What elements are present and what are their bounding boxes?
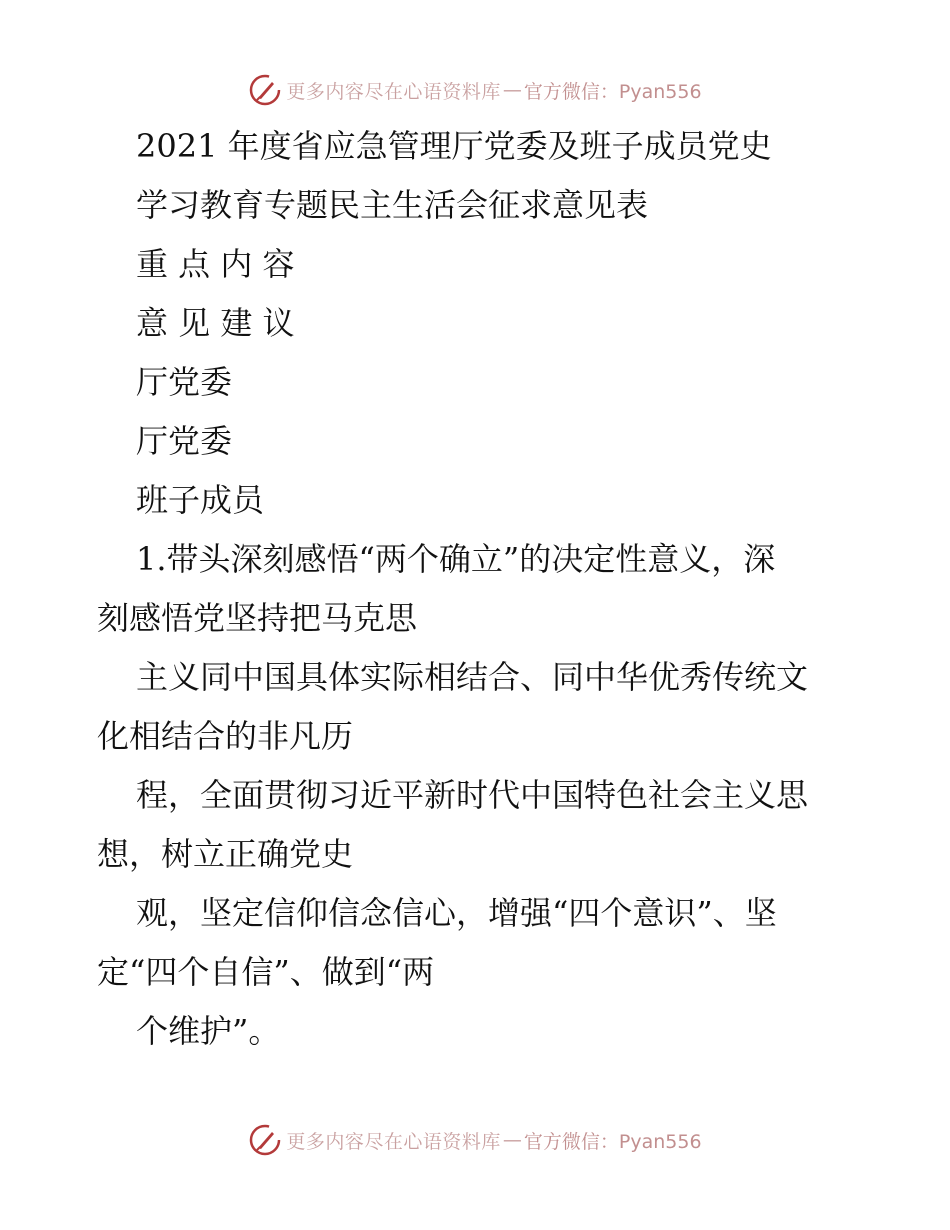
watermark-separator: — [502, 1129, 522, 1151]
body-line: 想，树立正确党史 [97, 835, 354, 873]
watermark-header [0, 70, 950, 110]
row-label-party-committee-1: 厅党委 [136, 363, 233, 401]
watermark-contact: 官方微信：Pyan556 [523, 1130, 702, 1153]
watermark-footer [0, 1120, 950, 1160]
body-line: 主义同中国具体实际相结合、同中华优秀传统文 [136, 658, 809, 696]
body-line: 1.带头深刻感悟“两个确立”的决定性意义，深 [136, 540, 776, 578]
watermark-separator: — [502, 79, 522, 101]
header-suggestions: 意 见 建 议 [136, 304, 295, 342]
body-line: 个维护”。 [136, 1012, 281, 1050]
quill-pen-logo-icon [248, 73, 282, 107]
document-title-line-1: 2021 年度省应急管理厅党委及班子成员党史 [136, 127, 772, 165]
body-line: 程，全面贯彻习近平新时代中国特色社会主义思 [136, 776, 809, 814]
document-body [97, 117, 857, 1061]
quill-pen-logo-icon [248, 1123, 282, 1157]
body-line: 定“四个自信”、做到“两 [97, 953, 435, 991]
body-line: 观，坚定信仰信念信心，增强“四个意识”、坚 [136, 894, 777, 932]
watermark-brand: 更多内容尽在心语资料库 [286, 80, 501, 103]
watermark-contact: 官方微信：Pyan556 [523, 80, 702, 103]
watermark-brand: 更多内容尽在心语资料库 [286, 1130, 501, 1153]
body-line: 化相结合的非凡历 [97, 717, 354, 755]
header-key-content: 重 点 内 容 [136, 245, 295, 283]
document-title-line-2: 学习教育专题民主生活会征求意见表 [136, 186, 649, 224]
row-label-party-committee-2: 厅党委 [136, 422, 233, 460]
body-line: 刻感悟党坚持把马克思 [97, 599, 418, 637]
row-label-team-members: 班子成员 [136, 481, 265, 519]
